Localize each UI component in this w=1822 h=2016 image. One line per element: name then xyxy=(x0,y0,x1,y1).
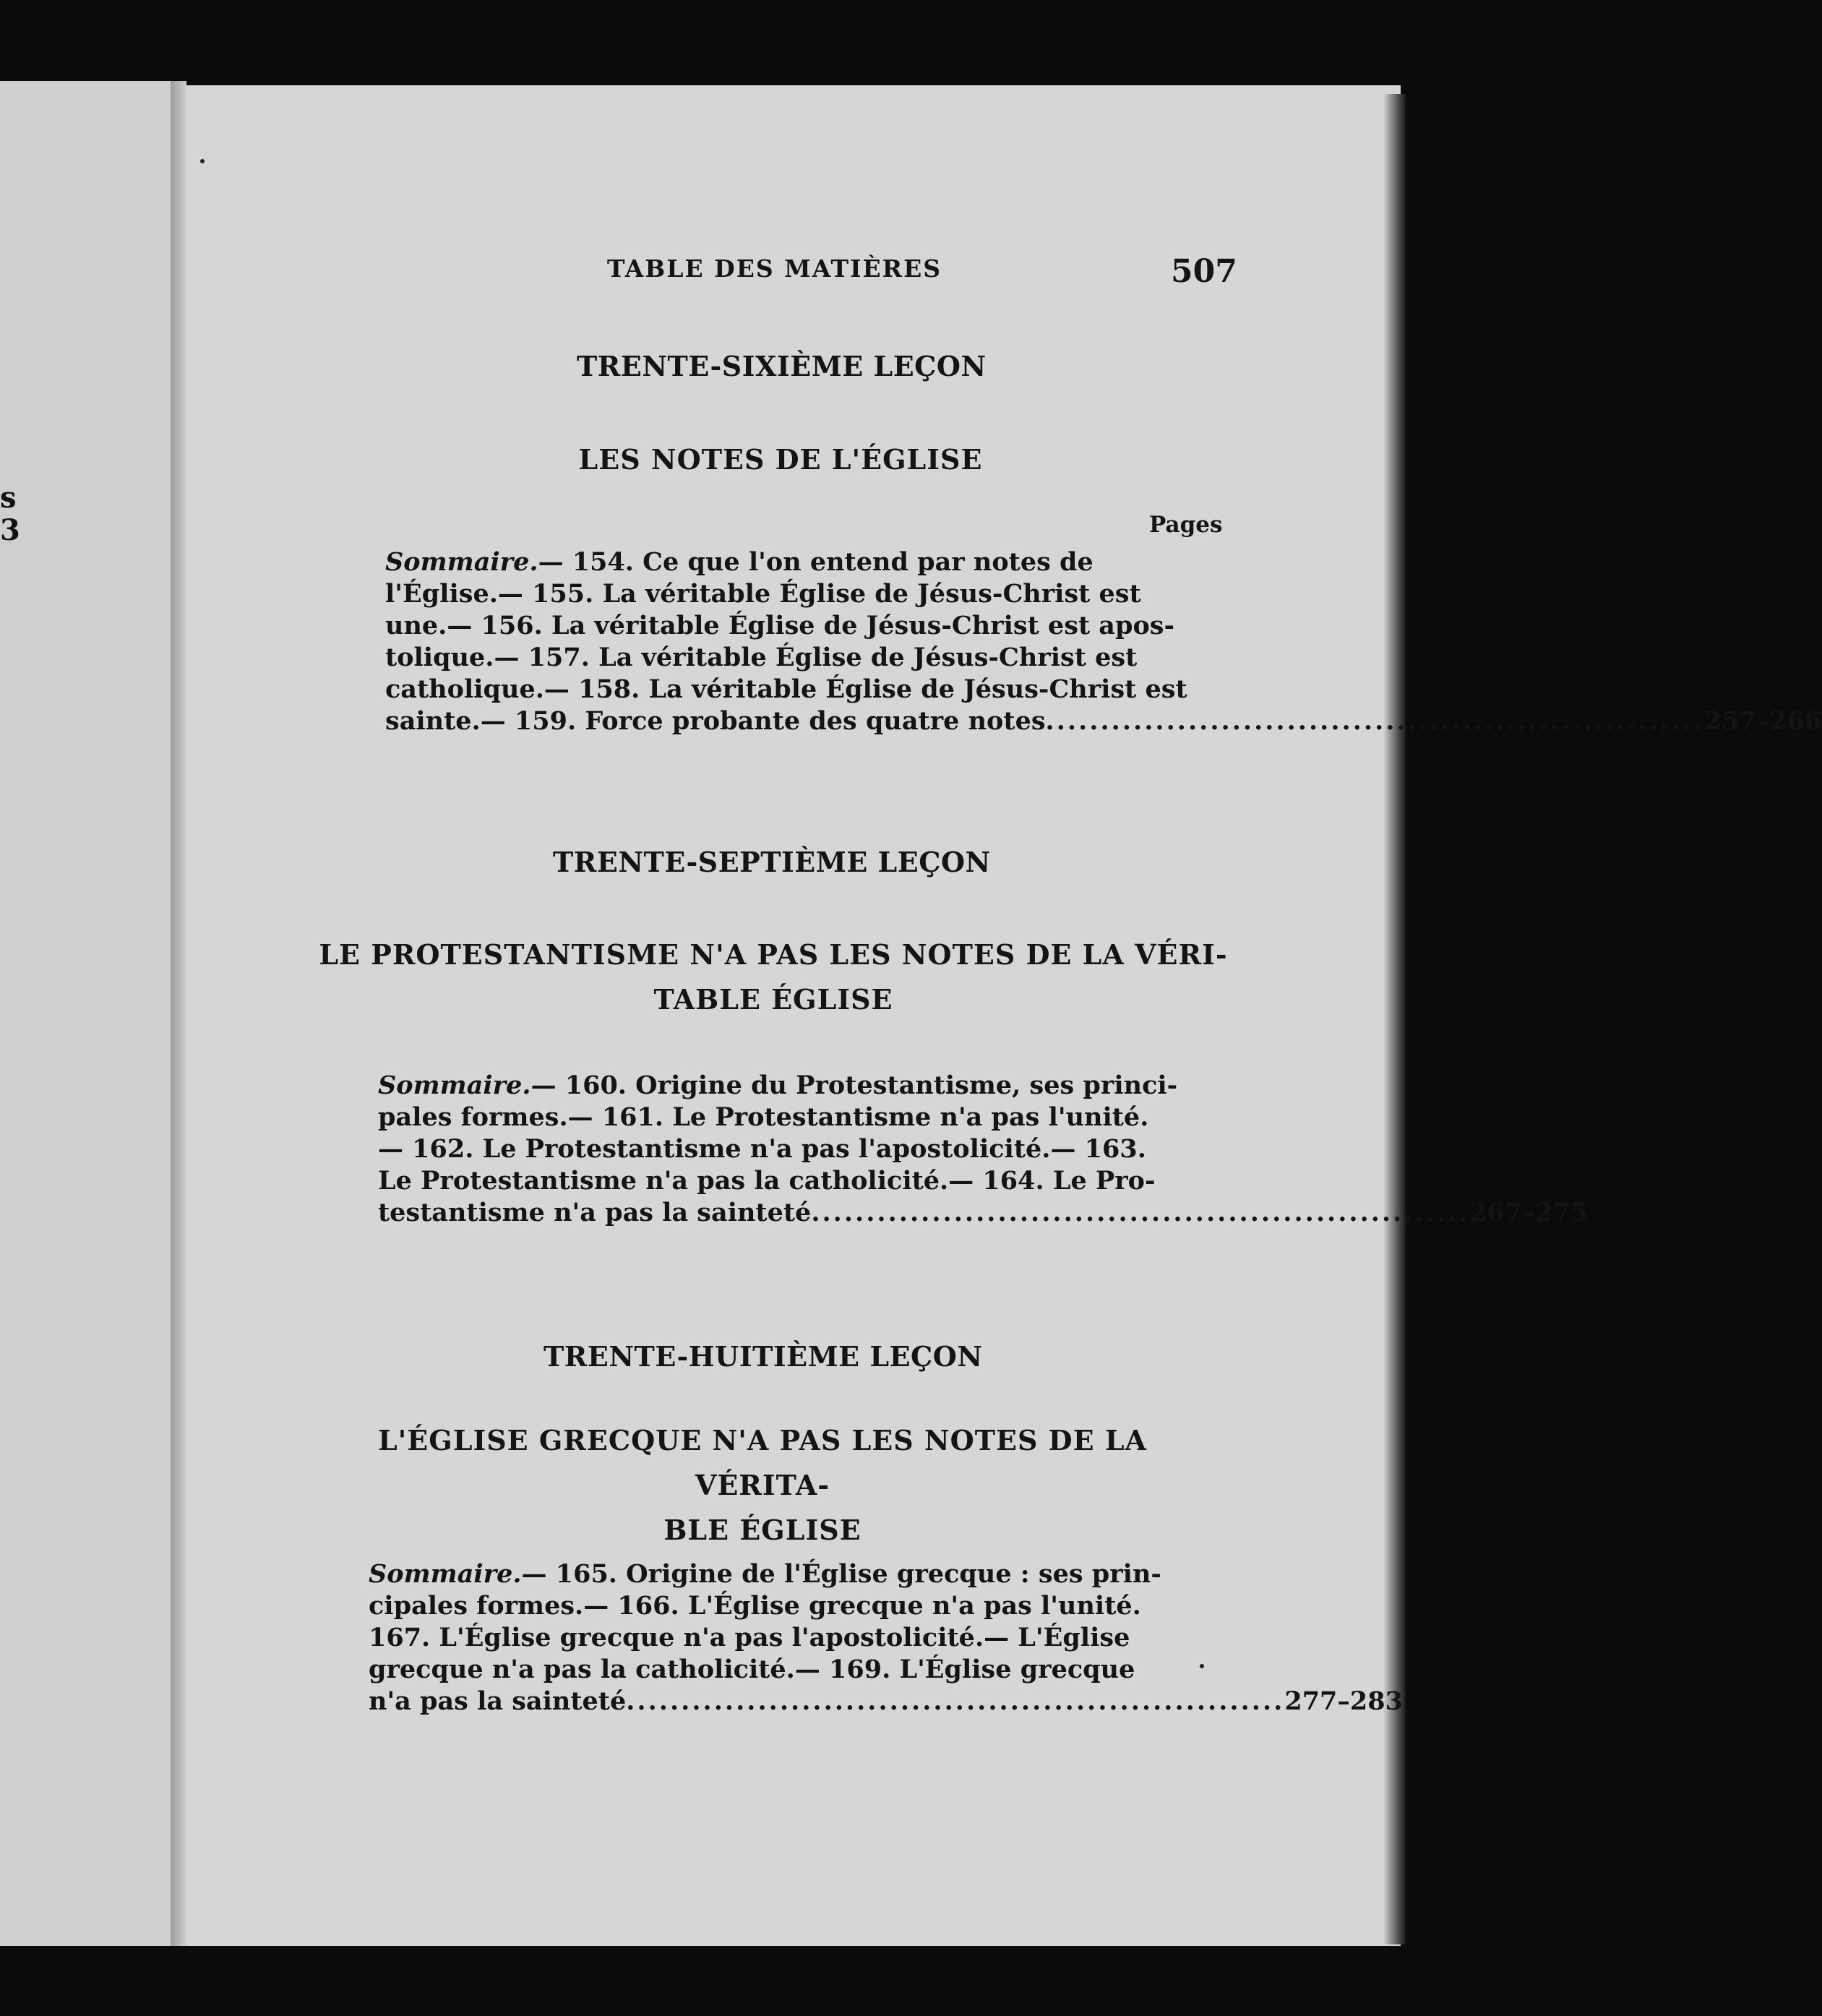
summary-line: l'Église.— 155. La véritable Église de Jésus-Christ est xyxy=(385,579,1141,609)
leader-dots: ............................................................ xyxy=(811,1198,1470,1227)
summary-line: testantisme n'a pas la sainteté xyxy=(378,1198,812,1227)
summary-line: — 162. Le Protestantisme n'a pas l'apostolicité.— 163. xyxy=(378,1134,1146,1164)
section-heading-line: LE PROTESTANTISME N'A PAS LES NOTES DE LA VÉRI- xyxy=(319,938,1228,971)
lesson-title: TRENTE-SEPTIÈME LEÇON xyxy=(553,846,991,878)
print-speck xyxy=(1200,1664,1204,1668)
summary-line: Le Protestantisme n'a pas la catholicité.— 164. Le Pro- xyxy=(378,1166,1156,1196)
lesson-summary xyxy=(369,1558,1403,1717)
pages-column-label: Pages xyxy=(1149,512,1223,538)
print-speck xyxy=(200,159,205,163)
summary-lead: Sommaire. xyxy=(385,547,538,577)
section-heading-line: BLE ÉGLISE xyxy=(663,1514,861,1546)
running-head: TABLE DES MATIÈRES xyxy=(607,254,942,283)
summary-line: sainte.— 159. Force probante des quatre notes xyxy=(385,706,1046,736)
page-range: 277–283 xyxy=(1284,1686,1403,1716)
page-range: 257–266 xyxy=(1703,706,1822,736)
summary-lead: Sommaire. xyxy=(369,1559,522,1589)
section-heading xyxy=(318,932,1229,1022)
lesson-summary xyxy=(385,546,1822,737)
leader-dots: ............................................................ xyxy=(626,1686,1285,1716)
summary-lead: Sommaire. xyxy=(378,1071,531,1100)
summary-line: pales formes.— 161. Le Protestantisme n'a pas l'unité. xyxy=(378,1102,1149,1132)
page-edge-shadow xyxy=(1384,94,1406,1944)
summary-line: — 160. Origine du Protestantisme, ses princi- xyxy=(530,1071,1178,1100)
section-heading-line: LES NOTES DE L'ÉGLISE xyxy=(578,443,983,476)
summary-line: catholique.— 158. La véritable Église de Jésus-Christ est xyxy=(385,674,1187,704)
book-gutter xyxy=(171,81,186,1946)
summary-line: 167. L'Église grecque n'a pas l'apostolicité.— L'Église xyxy=(369,1623,1130,1652)
section-heading xyxy=(311,1418,1214,1553)
summary-line: grecque n'a pas la catholicité.— 169. L'Église grecque xyxy=(369,1655,1135,1684)
left-page-fragment: 3 xyxy=(0,513,20,547)
summary-line: une.— 156. La véritable Église de Jésus-Christ est apos- xyxy=(385,611,1175,640)
section-heading-line: L'ÉGLISE GRECQUE N'A PAS LES NOTES DE LA VÉRITA- xyxy=(377,1424,1148,1501)
summary-line: tolique.— 157. La véritable Église de Jésus-Christ est xyxy=(385,643,1138,672)
summary-line: — 165. Origine de l'Église grecque : ses prin- xyxy=(521,1559,1161,1589)
lesson-summary xyxy=(378,1070,1589,1229)
left-facing-page xyxy=(0,81,171,1946)
leader-dots: ............................................................ xyxy=(1045,706,1704,736)
lesson-title: TRENTE-SIXIÈME LEÇON xyxy=(577,350,987,382)
left-page-fragment: s xyxy=(0,481,17,515)
lesson-title: TRENTE-HUITIÈME LEÇON xyxy=(543,1340,983,1373)
summary-line: n'a pas la sainteté xyxy=(369,1686,627,1716)
summary-line: cipales formes.— 166. L'Église grecque n'a pas l'unité. xyxy=(369,1591,1141,1621)
page-number: 507 xyxy=(1171,253,1237,290)
summary-line: — 154. Ce que l'on entend par notes de xyxy=(538,547,1093,577)
section-heading-line: TABLE ÉGLISE xyxy=(653,983,893,1016)
page-range: 267–275 xyxy=(1469,1198,1589,1227)
section-heading xyxy=(405,437,1156,482)
